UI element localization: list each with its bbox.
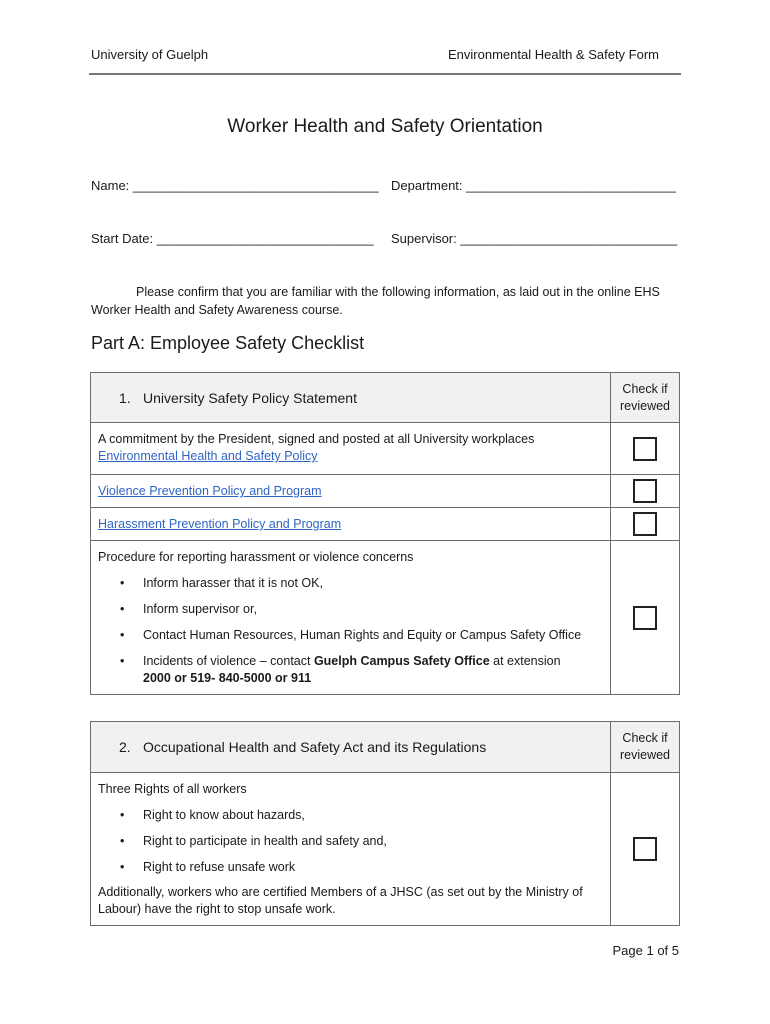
worker-rights-checkbox[interactable]	[633, 837, 657, 861]
list-item: • Right to participate in health and safety and,	[98, 833, 602, 850]
list-item: • Contact Human Resources, Human Rights and Equity or Campus Safety Office	[98, 627, 602, 644]
ehs-policy-checkbox[interactable]	[633, 437, 657, 461]
page-number: Page 1 of 5	[612, 943, 679, 958]
check-if-reviewed-label: Check if reviewed	[619, 731, 671, 762]
part-a-title: Part A: Employee Safety Checklist	[91, 333, 365, 353]
section1-table	[90, 372, 680, 695]
start-date-field[interactable]: Start Date: ______________________________	[91, 231, 374, 246]
reporting-procedure-checkbox[interactable]	[633, 606, 657, 630]
policy-statement-row	[91, 423, 611, 475]
worker-rights-row	[91, 773, 611, 926]
header-form-type: Environmental Health & Safety Form	[448, 47, 659, 62]
section2-header	[91, 722, 611, 773]
section2-number: 2.	[119, 739, 131, 755]
check-column-header	[611, 722, 680, 773]
intro-paragraph: Please confirm that you are familiar with the following information, as laid out in the online EHS Worker Health and Safety Awareness course.	[91, 285, 660, 317]
supervisor-field[interactable]: Supervisor: ______________________________	[391, 231, 678, 246]
emergency-numbers: 2000 or 519- 840-5000 or 911	[143, 671, 312, 685]
list-item: • Incidents of violence – contact Guelph Campus Safety Office at extension 2000 or 519- 840-5000 or 911	[98, 653, 602, 687]
policy-commitment-text: A commitment by the President, signed and posted at all University workplaces	[98, 432, 535, 446]
header-university: University of Guelph	[91, 47, 209, 62]
harassment-policy-link[interactable]: Harassment Prevention Policy and Program	[98, 517, 342, 531]
check-if-reviewed-label: Check if reviewed	[619, 381, 671, 413]
list-item: • Right to refuse unsafe work	[98, 859, 602, 876]
list-item: • Inform harasser that it is not OK,	[98, 575, 602, 592]
section1-title: University Safety Policy Statement	[143, 389, 357, 406]
section1-number: 1.	[119, 389, 131, 406]
section2-table	[90, 721, 680, 926]
harassment-policy-row	[91, 508, 611, 541]
campus-safety-office: Guelph Campus Safety Office	[313, 654, 490, 668]
harassment-policy-checkbox[interactable]	[633, 512, 657, 536]
worker-rights-intro: Three Rights of all workers	[98, 782, 247, 796]
section1-header	[91, 373, 611, 423]
name-field[interactable]: Name: __________________________________	[91, 178, 379, 193]
violence-policy-row	[91, 475, 611, 508]
reporting-procedure-intro: Procedure for reporting harassment or violence concerns	[98, 550, 414, 564]
check-column-header	[611, 373, 680, 423]
jhsc-rights-text: Additionally, workers who are certified Members of a JHSC (as set out by the Ministry of Labour) have the right to stop unsafe work.	[98, 885, 583, 916]
violence-policy-checkbox[interactable]	[633, 479, 657, 503]
header-divider	[89, 73, 681, 75]
page-title: Worker Health and Safety Orientation	[227, 116, 543, 137]
department-field[interactable]: Department: _____________________________	[391, 178, 676, 193]
reporting-procedure-row	[91, 541, 611, 695]
ehs-policy-link[interactable]: Environmental Health and Safety Policy	[98, 449, 318, 463]
violence-policy-link[interactable]: Violence Prevention Policy and Program	[98, 484, 322, 498]
list-item: • Inform supervisor or,	[98, 601, 602, 618]
list-item: • Right to know about hazards,	[98, 807, 602, 824]
section2-title: Occupational Health and Safety Act and its Regulations	[143, 739, 487, 755]
